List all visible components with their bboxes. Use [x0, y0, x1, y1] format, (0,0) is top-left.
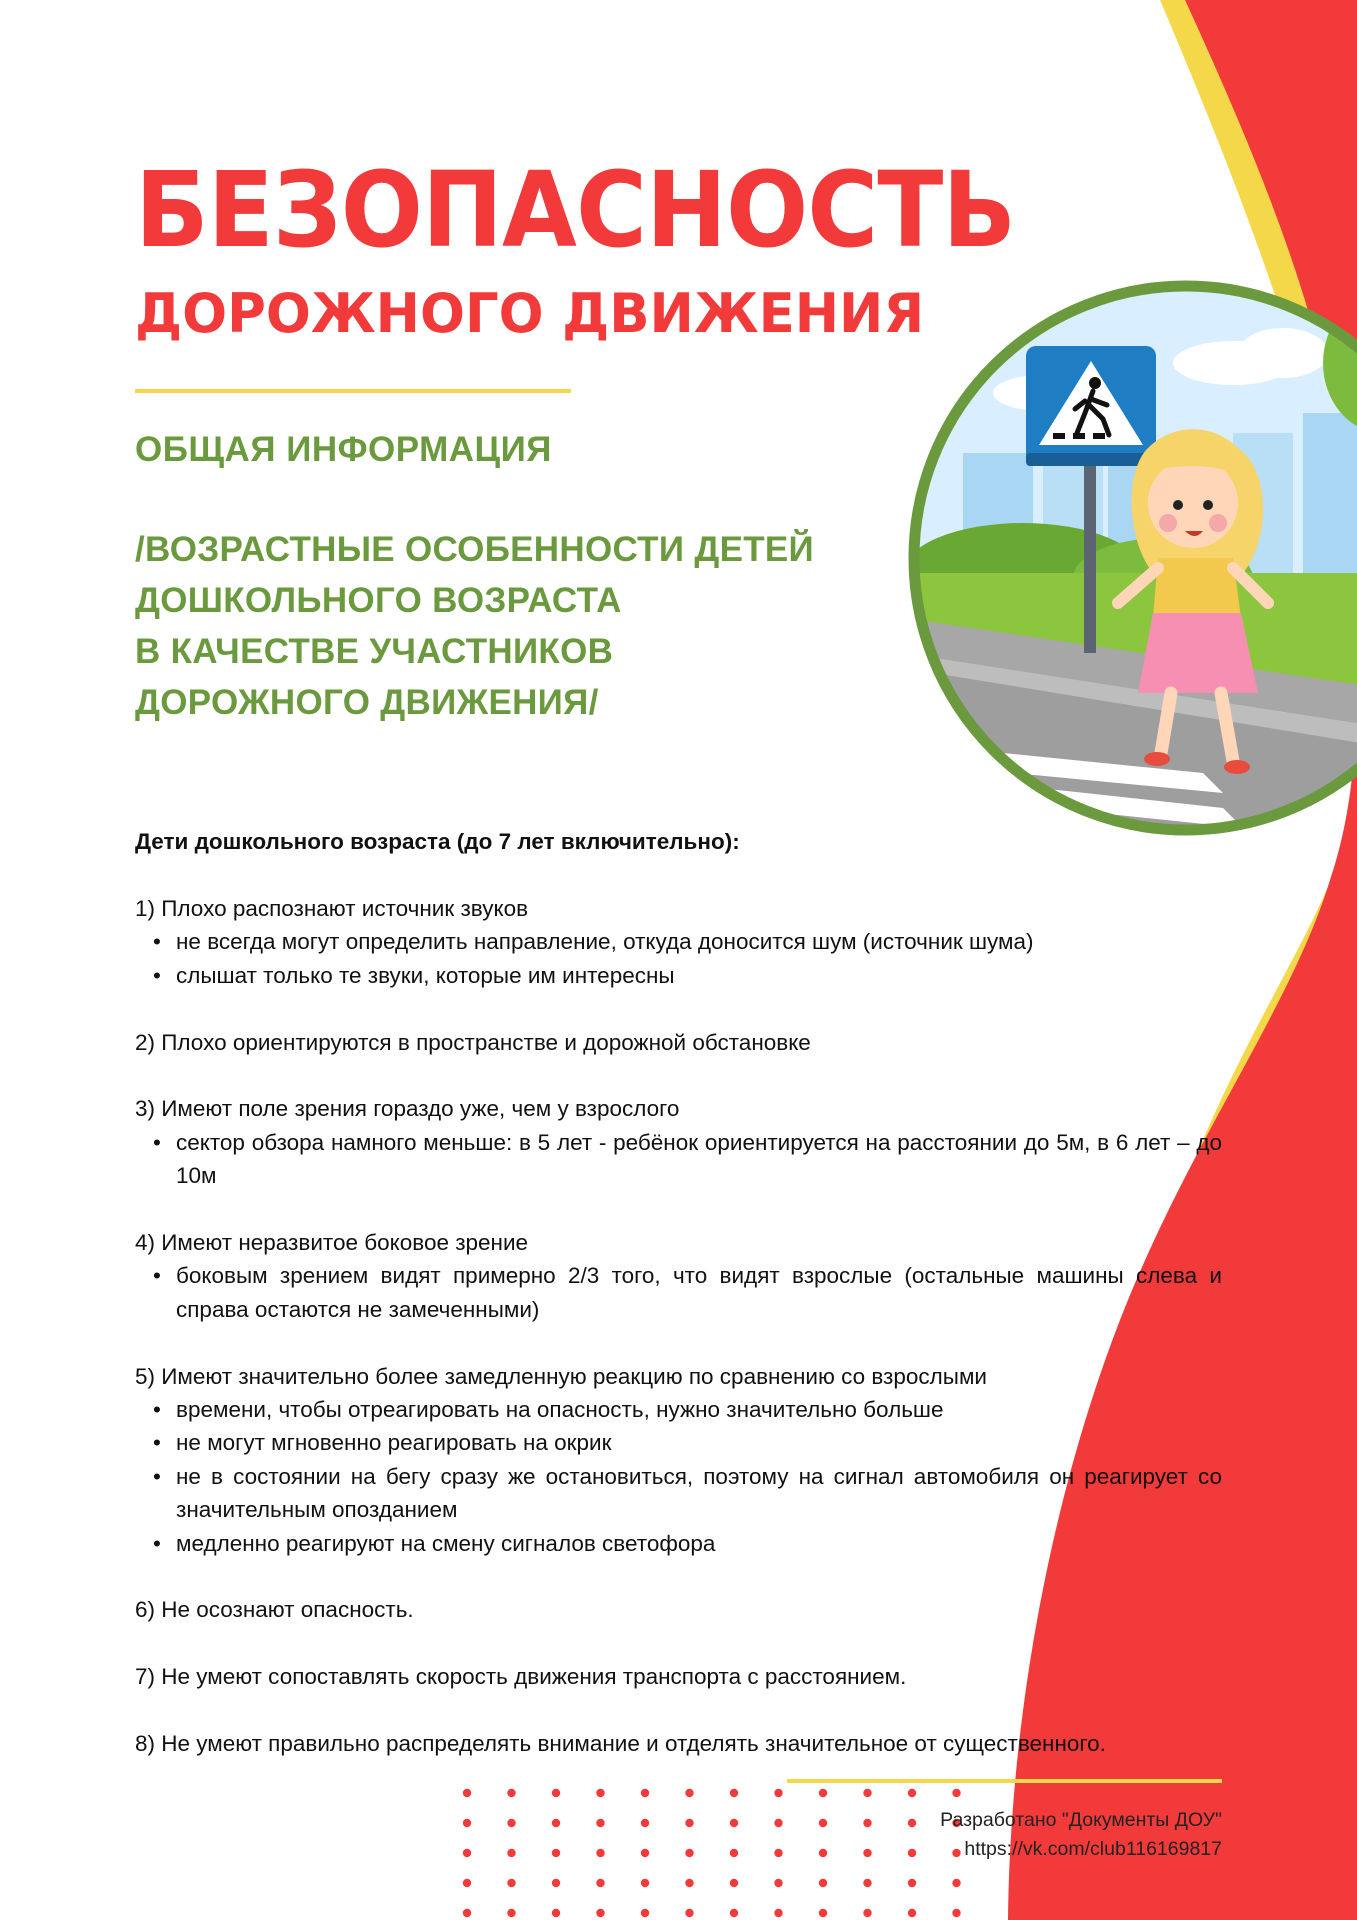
footer-divider-line: [787, 1779, 1222, 1783]
topic-heading: [135, 524, 814, 728]
item-heading: 4) Имеют неразвитое боковое зрение: [135, 1230, 529, 1256]
credits-link[interactable]: https://vk.com/club116169817: [964, 1838, 1222, 1860]
item-heading: 8) Не умеют правильно распределять внимание и отделять значительное от существенного.: [135, 1731, 1106, 1757]
item-heading: 1) Плохо распознают источник звуков: [135, 896, 529, 921]
lead-text: Дети дошкольного возраста (до 7 лет включительно):: [135, 829, 740, 854]
item-heading: 3) Имеют поле зрения гораздо уже, чем у взрослого: [135, 1096, 680, 1122]
bullet-item: • сектор обзора намного меньше: в 5 лет - ребёнок ориентируется на расстоянии до 5м, в 6 лет – до 10м: [176, 1126, 1222, 1193]
topic-line: В КАЧЕСТВЕ УЧАСТНИКОВ: [135, 632, 614, 671]
credits-author: Разработано "Документы ДОУ": [940, 1809, 1222, 1831]
list-item: [135, 1593, 1222, 1626]
info-list: [135, 892, 1222, 1794]
topic-line: /ВОЗРАСТНЫЕ ОСОБЕННОСТИ ДЕТЕЙ: [135, 530, 814, 569]
item-heading: 5) Имеют значительно более замедленную реакцию по сравнению со взрослыми: [135, 1363, 987, 1389]
divider-line: [135, 389, 571, 393]
page-title: БЕЗОПАСНОСТЬ: [135, 149, 1016, 271]
page-subtitle: ДОРОЖНОГО ДВИЖЕНИЯ: [135, 282, 925, 345]
list-item: [135, 1092, 1222, 1192]
child-at-pedestrian-crossing-illustration: [903, 273, 1357, 843]
bullet-item: • не в состоянии на бегу сразу же остановиться, поэтому на сигнал автомобиля он реагирует со значительным опозданием: [176, 1460, 1222, 1527]
topic-line: ДОРОЖНОГО ДВИЖЕНИЯ/: [135, 683, 599, 722]
bullet-item: • слышат только те звуки, которые им интересны: [176, 959, 1222, 992]
credits: [940, 1806, 1222, 1864]
bullet-item: • не всегда могут определить направление, откуда доносится шум (источник шума): [176, 925, 1222, 958]
list-item: [135, 1727, 1222, 1760]
list-item: [135, 1226, 1222, 1326]
item-heading: 2) Плохо ориентируются в пространстве и дорожной обстановке: [135, 1029, 811, 1055]
list-item: [135, 1360, 1222, 1560]
item-heading: 7) Не умеют сопоставлять скорость движения транспорта с расстоянием.: [135, 1664, 907, 1690]
list-item: [135, 1026, 1222, 1059]
item-heading: 6) Не осознают опасность.: [135, 1597, 414, 1623]
bullet-item: • боковым зрением видят примерно 2/3 того, что видят взрослые (остальные машины слева и справа остаются не замеченными): [176, 1259, 1222, 1326]
list-item: [135, 892, 1222, 992]
bullet-item: • медленно реагируют на смену сигналов светофора: [176, 1527, 1222, 1560]
bullet-item: • времени, чтобы отреагировать на опасность, нужно значительно больше: [176, 1393, 1222, 1426]
bullet-item: • не могут мгновенно реагировать на окрик: [176, 1426, 1222, 1459]
section-label: ОБЩАЯ ИНФОРМАЦИЯ: [135, 430, 552, 469]
pedestrian-crossing-sign-icon: [1026, 346, 1156, 466]
topic-line: ДОШКОЛЬНОГО ВОЗРАСТА: [135, 581, 622, 620]
list-item: [135, 1660, 1222, 1693]
